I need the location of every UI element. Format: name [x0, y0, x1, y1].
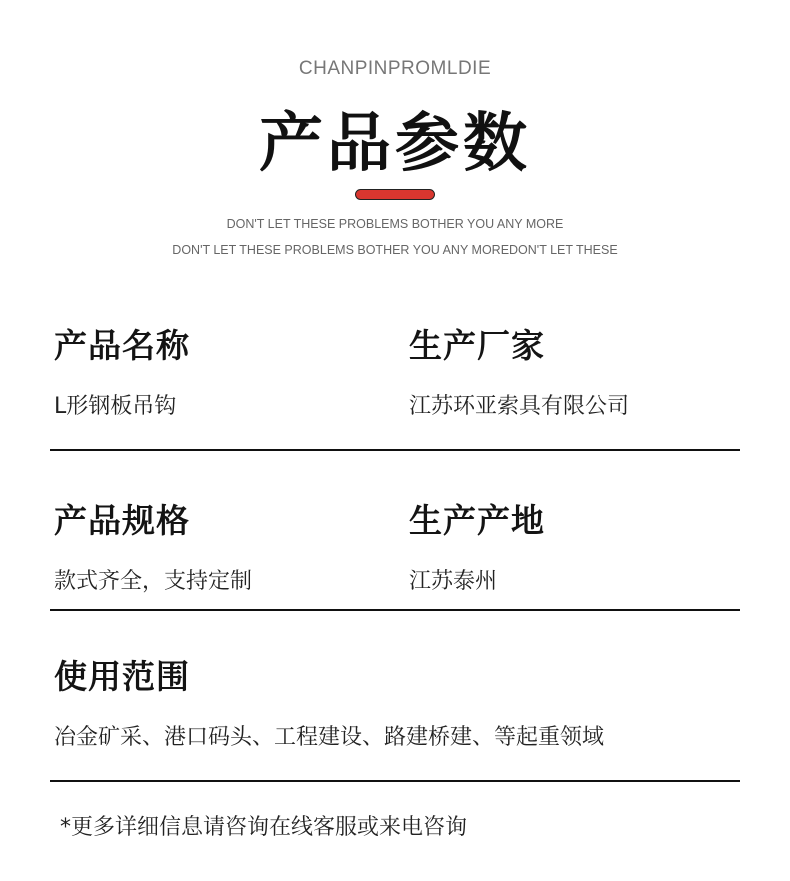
- param-value: 江苏环亚索具有限公司: [409, 394, 630, 419]
- footer-note: *更多详细信息请咨询在线客服或来电咨询: [60, 815, 468, 840]
- divider: [50, 449, 740, 451]
- param-specification: [54, 495, 252, 595]
- param-product-name: [54, 320, 190, 420]
- param-value: 江苏泰州: [409, 569, 498, 594]
- param-label: 生产厂家: [409, 326, 545, 365]
- param-manufacturer: [409, 320, 629, 420]
- page-title: 产品参数: [259, 107, 531, 181]
- divider: [50, 780, 740, 782]
- param-label: 产品规格: [54, 501, 190, 540]
- param-label: 生产产地: [409, 501, 545, 540]
- accent-bar: [355, 189, 435, 200]
- tagline-line-1: DON'T LET THESE PROBLEMS BOTHER YOU ANY MORE: [226, 217, 564, 231]
- divider: [50, 609, 740, 611]
- param-value: L形钢板吊钩: [54, 394, 177, 419]
- header-subtitle-en: CHANPINPROMLDIE: [298, 58, 492, 79]
- param-value: 冶金矿采、港口码头、工程建设、路建桥建、等起重领域: [54, 725, 605, 750]
- tagline-line-2: DON'T LET THESE PROBLEMS BOTHER YOU ANY MOREDON'T LET THESE: [172, 243, 618, 257]
- param-origin: [409, 495, 545, 595]
- param-usage: [54, 651, 604, 751]
- param-label: 产品名称: [54, 326, 190, 365]
- param-value: 款式齐全，支持定制: [54, 569, 253, 594]
- param-label: 使用范围: [54, 657, 190, 696]
